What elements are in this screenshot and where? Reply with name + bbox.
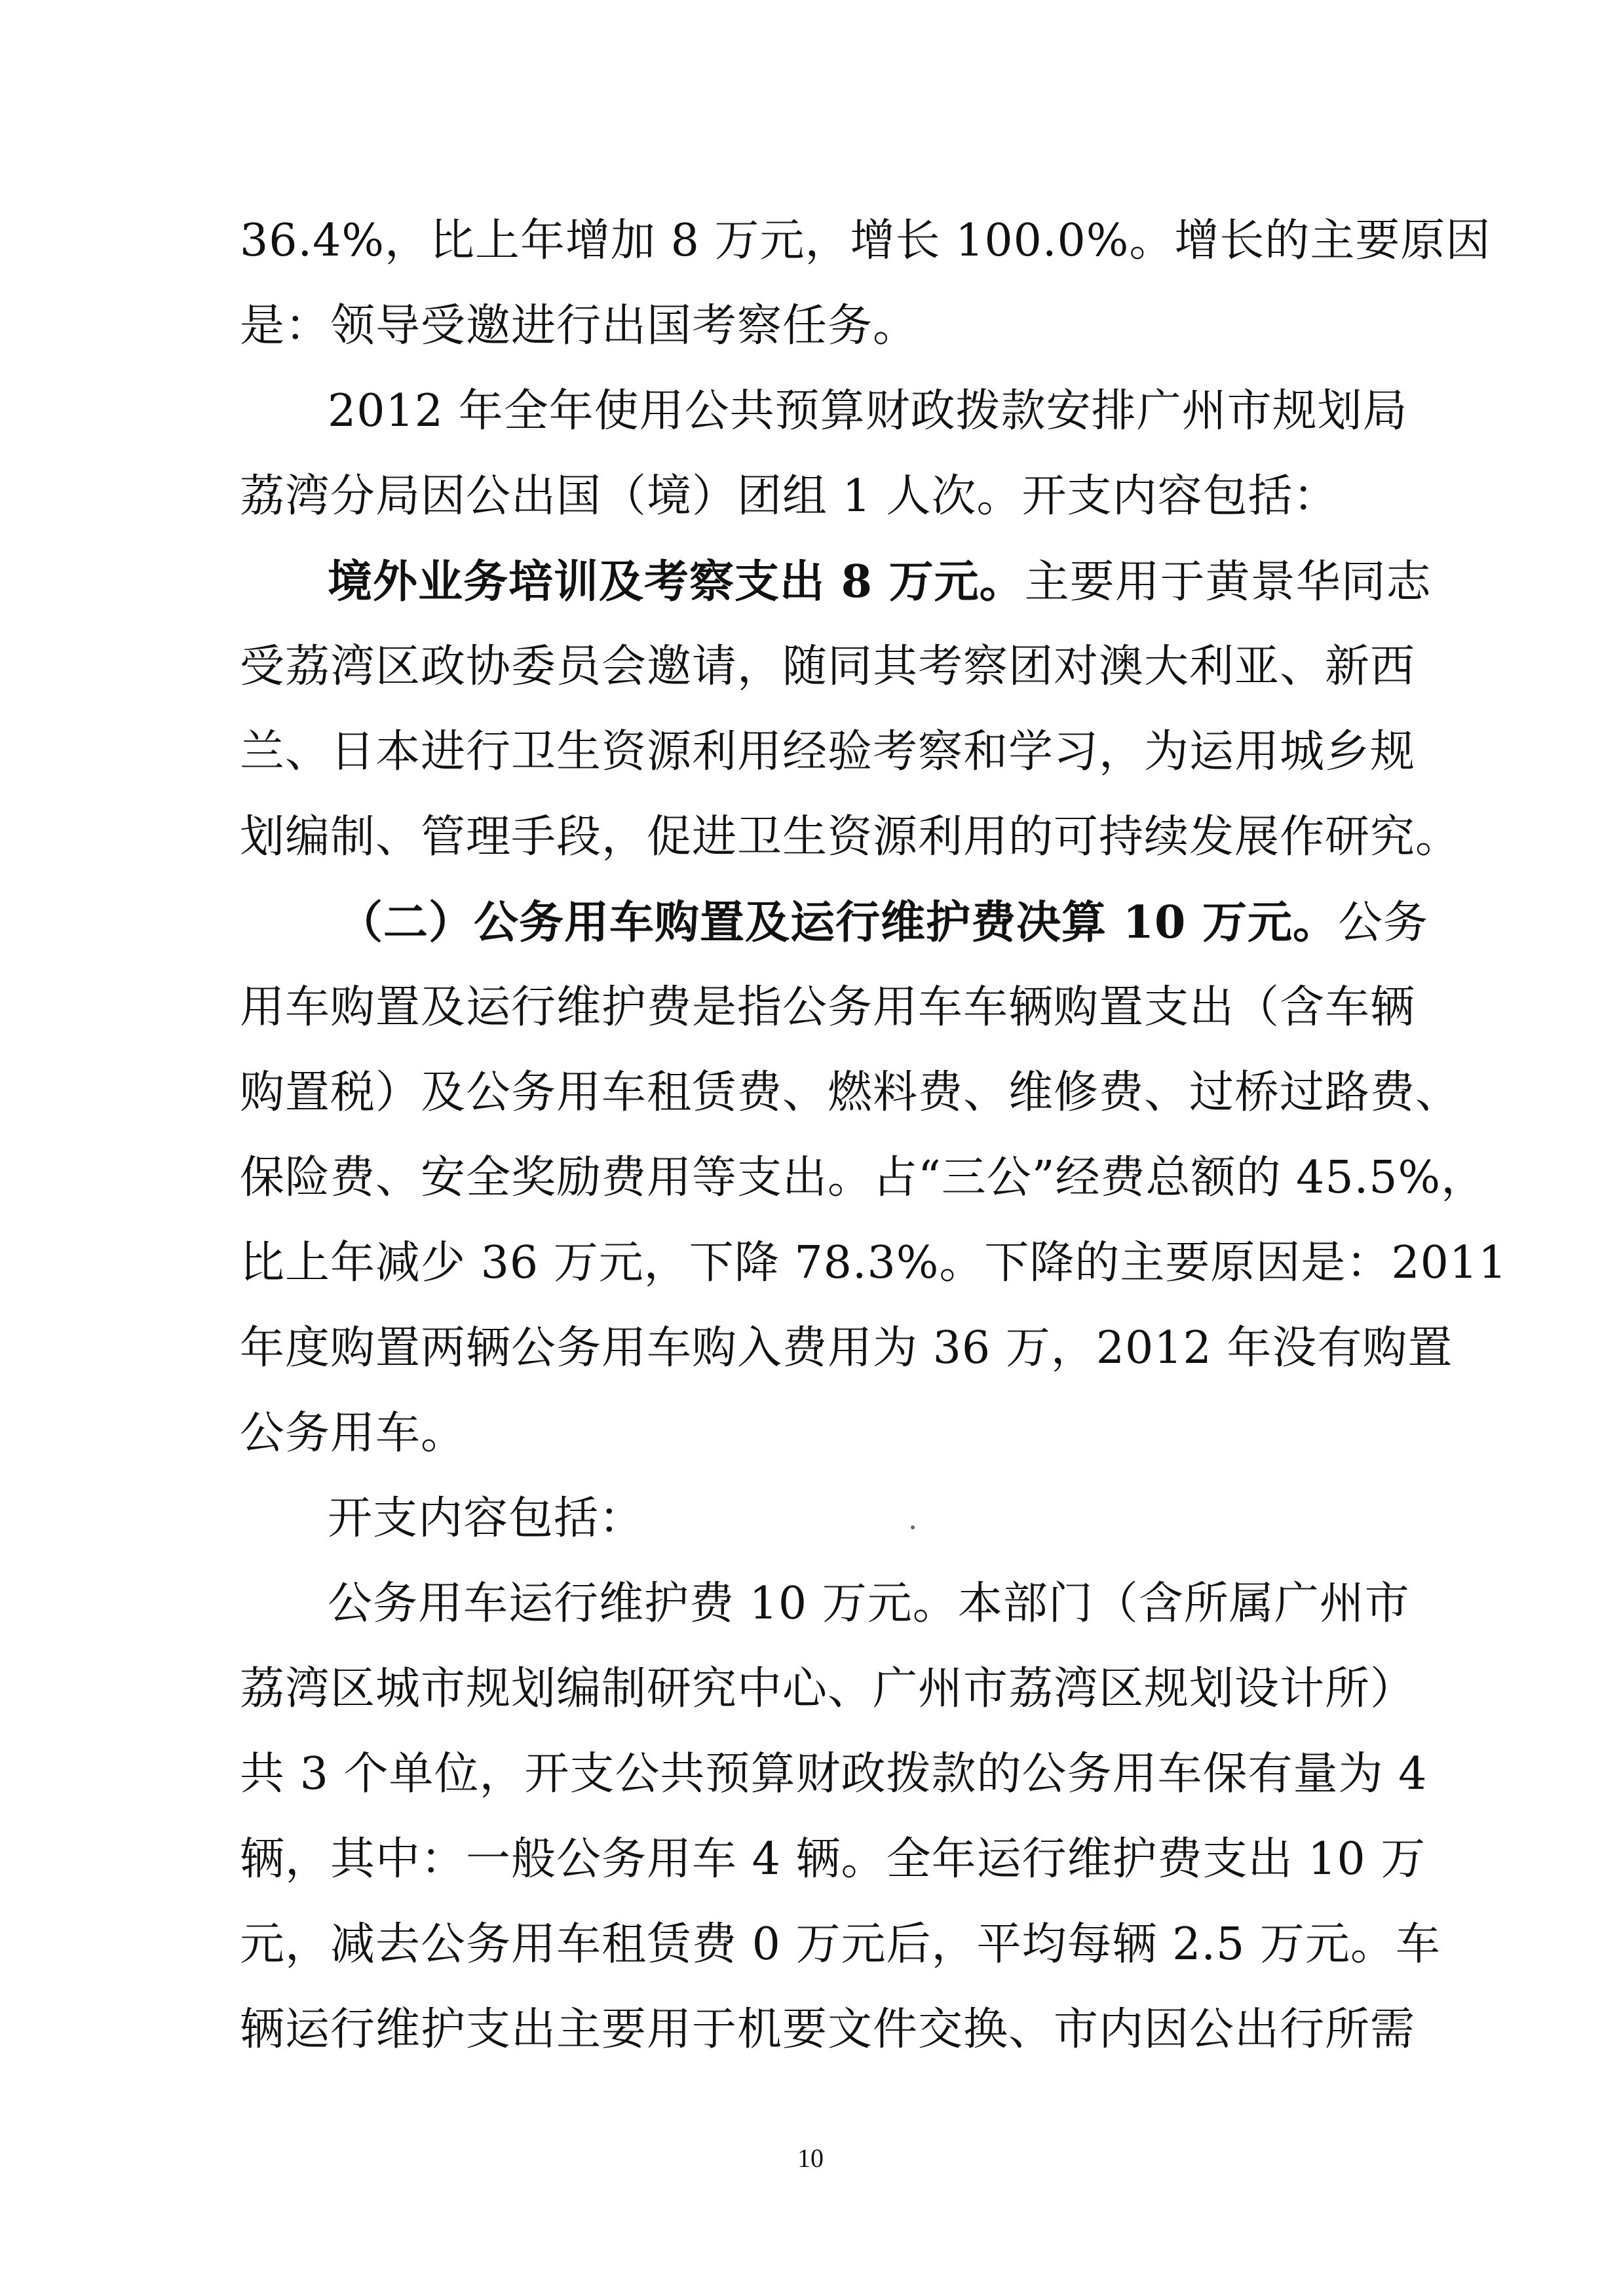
text-line [240, 638, 1415, 697]
text-line [328, 382, 1408, 441]
text-line [240, 1830, 1426, 1889]
line-text: 元，减去公务用车租赁费 0 万元后，平均每辆 2.5 万元。车 [240, 1919, 1441, 1970]
text-line [240, 723, 1415, 782]
line-text: 辆运行维护支出主要用于机要文件交换、市内因公出行所需 [240, 2004, 1416, 2056]
line-text: 2012 年全年使用公共预算财政拨款安排广州市规划局 [328, 385, 1408, 437]
line-text: 荔湾分局因公出国（境）团组 1 人次。开支内容包括： [240, 470, 1339, 522]
line-text: 保险费、安全奖励费用等支出。占“三公”经费总额的 45.5%， [240, 1152, 1487, 1204]
line-text: 公务用车运行维护费 10 万元。本部门（含所属广州市 [328, 1578, 1410, 1630]
text-line [240, 1745, 1427, 1804]
scan-speck [911, 1525, 915, 1529]
text-line [328, 1575, 1410, 1634]
line-text: 受荔湾区政协委员会邀请，随同其考察团对澳大利亚、新西 [240, 641, 1416, 693]
text-line [240, 297, 918, 356]
text-line [240, 1915, 1441, 1974]
line-text: 辆，其中：一般公务用车 4 辆。全年运行维护费支出 10 万 [240, 1833, 1426, 1885]
text-line [240, 467, 1339, 526]
text-line [328, 1489, 644, 1548]
text-line [240, 1234, 1507, 1293]
text-line [240, 2000, 1415, 2059]
text-line [240, 1063, 1460, 1122]
text-line [338, 893, 1428, 952]
line-text: 主要用于黄景华同志 [1024, 556, 1432, 608]
line-text: 公务用车。 [240, 1407, 467, 1459]
line-text: 比上年减少 36 万元，下降 78.3%。下降的主要原因是：2011 [240, 1237, 1508, 1289]
text-line [240, 1404, 466, 1463]
line-text: 共 3 个单位，开支公共预算财政拨款的公务用车保有量为 4 [240, 1748, 1428, 1800]
line-text: 购置税）及公务用车租赁费、燃料费、维修费、过桥过路费、 [240, 1067, 1461, 1119]
text-line [240, 978, 1415, 1037]
line-text: 荔湾区城市规划编制研究中心、广州市荔湾区规划设计所） [240, 1663, 1416, 1715]
text-line [240, 1149, 1486, 1208]
text-line [240, 212, 1491, 271]
page-number: 10 [797, 2143, 824, 2173]
line-text: 兰、日本进行卫生资源利用经验考察和学习，为运用城乡规 [240, 726, 1416, 778]
line-text: 36.4%，比上年增加 8 万元，增长 100.0%。增长的主要原因 [240, 215, 1491, 267]
line-text: 年度购置两辆公务用车购入费用为 36 万，2012 年没有购置 [240, 1322, 1453, 1374]
text-line [240, 808, 1460, 867]
text-line [240, 1660, 1415, 1719]
line-text: 公务 [1337, 897, 1428, 949]
text-line [240, 1319, 1453, 1378]
line-text: 划编制、管理手段，促进卫生资源利用的可持续发展作研究。 [240, 811, 1461, 863]
line-text: 用车购置及运行维护费是指公务用车车辆购置支出（含车辆 [240, 982, 1416, 1033]
section-heading: （二）公务用车购置及运行维护费决算 10 万元。 [338, 896, 1338, 949]
line-text: 开支内容包括： [328, 1493, 645, 1544]
text-line [328, 552, 1432, 611]
bold-heading: 境外业务培训及考察支出 8 万元。 [328, 556, 1025, 608]
line-text: 是：领导受邀进行出国考察任务。 [240, 300, 919, 352]
